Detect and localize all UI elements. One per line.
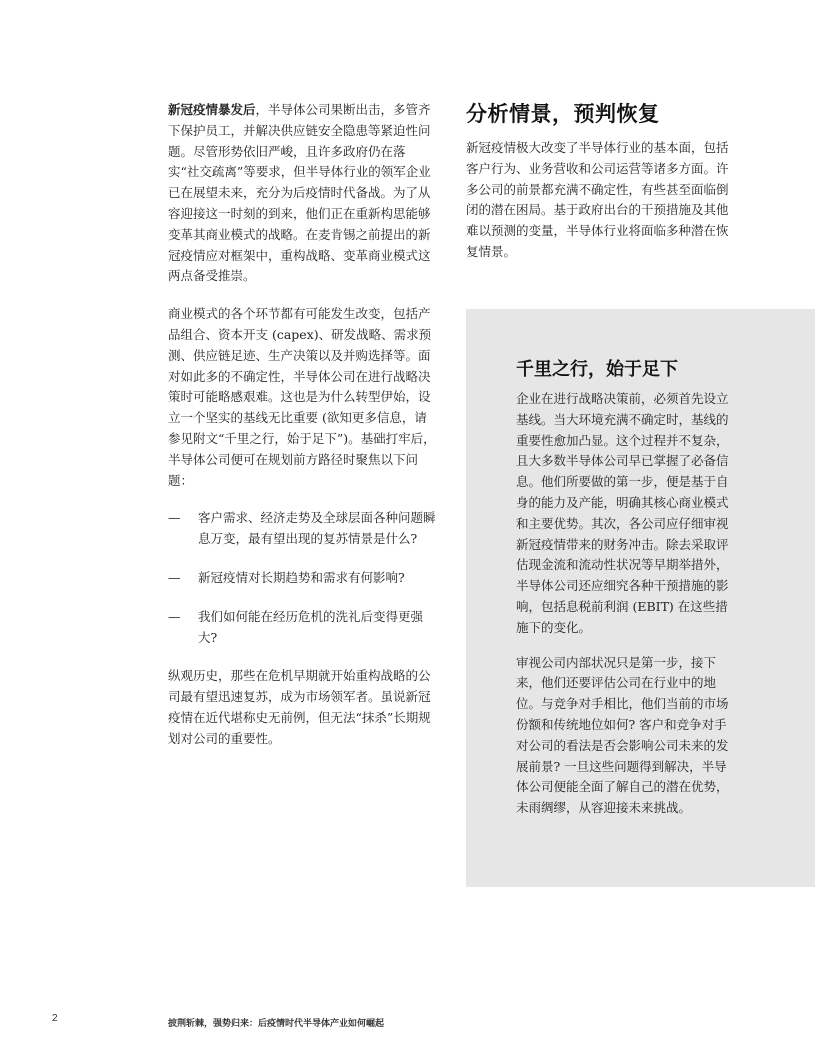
bullet-dash: — bbox=[168, 569, 181, 585]
section-heading: 分析情景，预判恢复 bbox=[466, 101, 660, 126]
list-item bbox=[168, 568, 436, 589]
bullet-dash: — bbox=[168, 510, 181, 526]
sidebar-heading: 千里之行，始于足下 bbox=[516, 359, 678, 380]
right-column bbox=[466, 100, 738, 263]
list-item bbox=[168, 508, 436, 550]
list-item-text: 新冠疫情对长期趋势和需求有何影响? bbox=[198, 569, 405, 585]
left-column bbox=[168, 100, 436, 767]
sidebar-paragraph-2: 审视公司内部状况只是第一步，接下来，他们还要评估公司在行业中的地位。与竞争对手相比，他们当前的市场份额和传统地位如何? 客户和竞争对手对公司的看法是否会影响公司未来的发展前景? 一旦这些问题得到解决，半导体公司便能全面了解自己的潜在优势，未雨绸缪，从容迎接未来挑战。 bbox=[516, 654, 729, 816]
history-paragraph: 纵观历史，那些在危机早期就开始重构战略的公司最有望迅速复苏，成为市场领军者。虽说新冠疫情在近代堪称史无前例，但无法“抹杀”长期规划对公司的重要性。 bbox=[168, 668, 431, 746]
sidebar-box bbox=[466, 309, 815, 887]
footer-title: 披荆斩棘，强势归来：后疫情时代半导体产业如何崛起 bbox=[168, 1019, 385, 1029]
list-item-text: 客户需求、经济走势及全球层面各种问题瞬息万变，最有望出现的复苏情景是什么? bbox=[198, 510, 436, 547]
question-list bbox=[168, 508, 436, 648]
intro-lead: 新冠疫情暴发后 bbox=[168, 102, 256, 117]
list-item bbox=[168, 607, 436, 649]
section-paragraph: 新冠疫情极大改变了半导体行业的基本面，包括客户行为、业务营收和公司运营等诸多方面。许多公司的前景都充满不确定性，有些甚至面临倒闭的潜在困局。基于政府出台的干预措施及其他难以预测的变量，半导体行业将面临多种潜在恢复情景。 bbox=[466, 140, 729, 259]
business-model-paragraph: 商业模式的各个环节都有可能发生改变，包括产品组合、资本开支 (capex)、研发战略、需求预测、供应链足迹、生产决策以及并购选择等。面对如此多的不确定性，半导体公司在进行战略决策时可能略感艰难。这也是为什么转型伊始，设立一个坚实的基线无比重要 (欲知更多信息，请参见附文“千里之行，始于足下”)。基础打牢后，半导体公司便可在规划前方路径时聚焦以下问题： bbox=[168, 306, 436, 488]
sidebar-paragraph-1: 企业在进行战略决策前，必须首先设立基线。当大环境充满不确定时，基线的重要性愈加凸显。这个过程并不复杂，且大多数半导体公司早已掌握了必备信息。他们所要做的第一步，便是基于自身的能力及产能，明确其核心商业模式和主要优势。其次，各公司应仔细审视新冠疫情带来的财务冲击。除去采取评估现金流和流动性状况等早期举措外，半导体公司还应细究各种干预措施的影响，包括息税前利润 (EBIT) 在这些措施下的变化。 bbox=[516, 391, 729, 635]
bullet-dash: — bbox=[168, 608, 181, 624]
list-item-text: 我们如何能在经历危机的洗礼后变得更强大? bbox=[198, 608, 424, 645]
page-number: 2 bbox=[52, 1013, 58, 1024]
intro-paragraph bbox=[168, 100, 436, 287]
sidebar-content bbox=[516, 357, 732, 833]
intro-body: ，半导体公司果断出击，多管齐下保护员工，并解决供应链安全隐患等紧迫性问题。尽管形势依旧严峻，且许多政府仍在落实“社交疏离”等要求，但半导体行业的领军企业已在展望未来，充分为后疫情时代备战。为了从容迎接这一时刻的到来，他们正在重新构思能够变革其商业模式的战略。在麦肯锡之前提出的新冠疫情应对框架中，重构战略、变革商业模式这两点备受推崇。 bbox=[168, 102, 431, 284]
